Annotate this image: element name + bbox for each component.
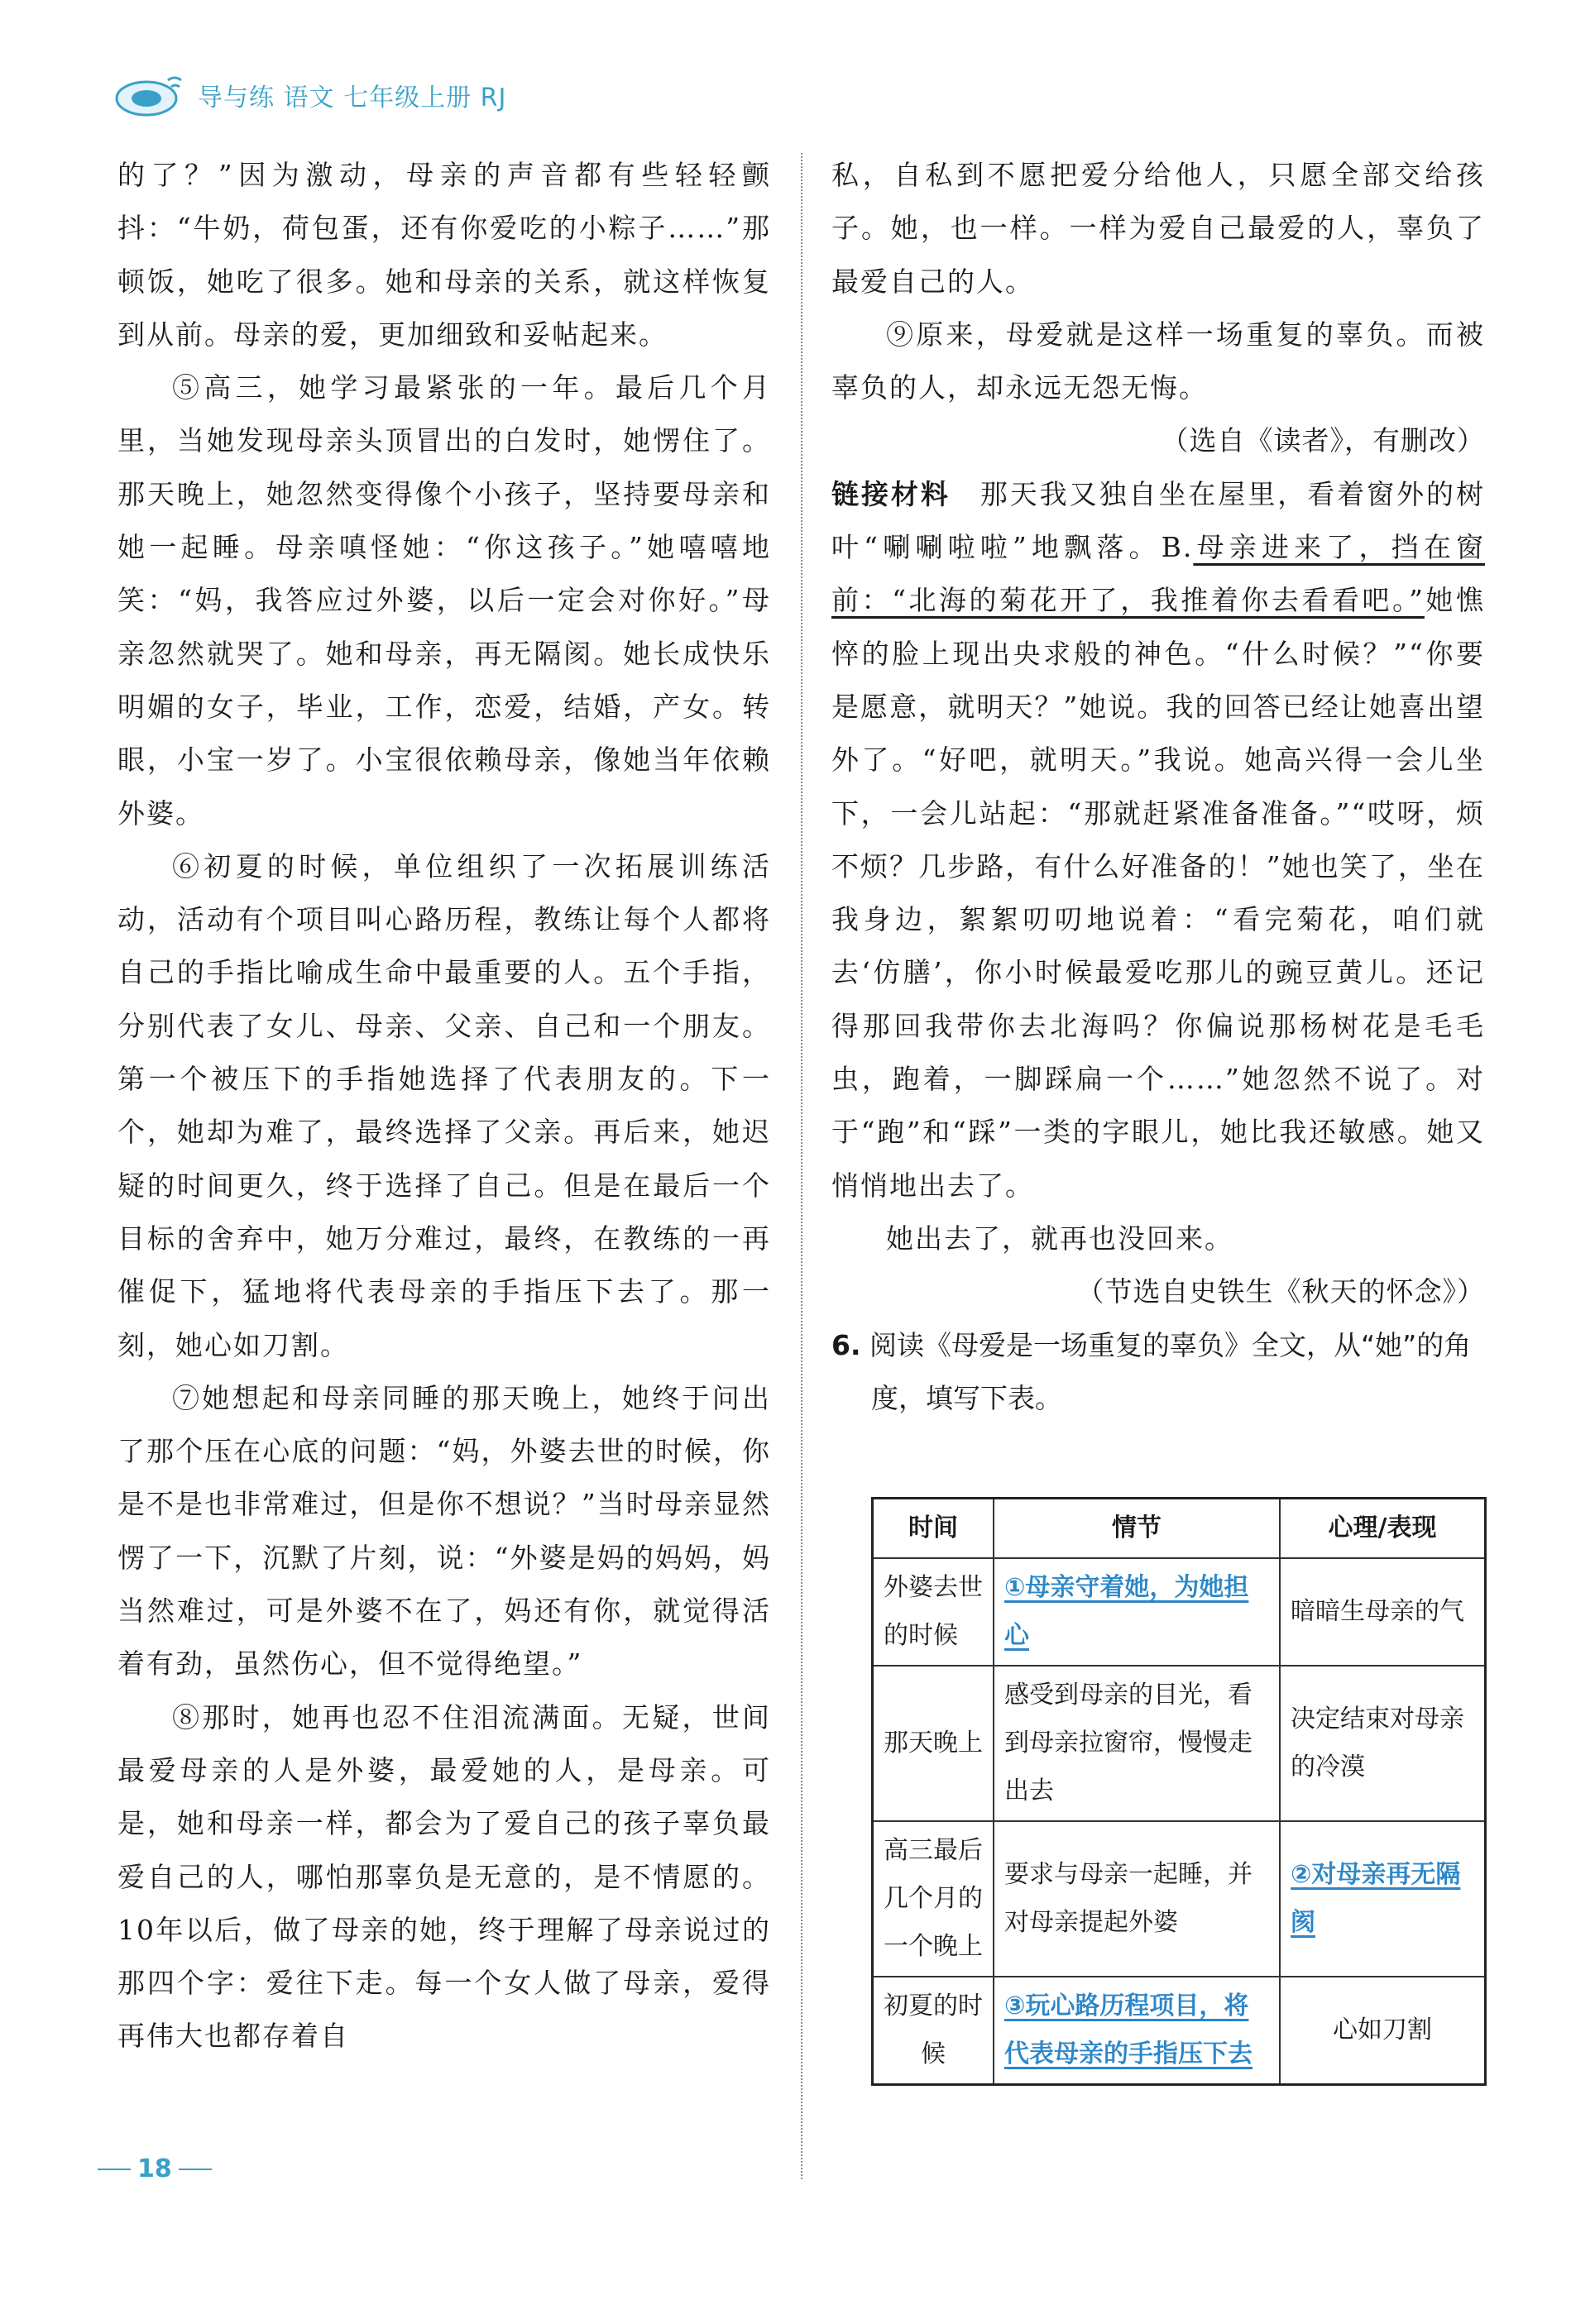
- question-text: 阅读《母爱是一场重复的辜负》全文，从“她”的角度，填写下表。: [869, 1328, 1472, 1414]
- header-title: 导与练 语文 七年级上册 RJ: [198, 84, 507, 112]
- link-material-text: 那天我又独自坐在屋里，看着窗外的树叶“唰唰啦啦”地飘落。B.: [831, 477, 1486, 564]
- left-column: [117, 149, 771, 2063]
- link-material: [831, 468, 1485, 1212]
- plot-cell: 感受到母亲的目光，看到母亲拉窗帘，慢慢走出去: [994, 1666, 1280, 1821]
- page-number-rule: [179, 2169, 212, 2170]
- plot-cell: [994, 1558, 1280, 1666]
- paragraph: 私，自私到不愿把爱分给他人，只愿全部交给孩子。她，也一样。一样为爱自己最爱的人，辜负了最爱自己的人。: [831, 159, 1485, 298]
- answer-text: ①母亲守着她，为她担心: [1004, 1573, 1249, 1650]
- paragraph: ⑧那时，她再也忍不住泪流满面。无疑，世间最爱母亲的人是外婆，最爱她的人，是母亲。可是，她和母亲一样，都会为了爱自己的孩子辜负最爱自己的人，哪怕那辜负是无意的，是不情愿的。10年以后，做了母亲的她，终于理解了母亲说过的那四个字：爱往下走。每一个女人做了母亲，爱得再伟大也都存着自: [117, 1700, 771, 2053]
- paragraph: ⑤高三，她学习最紧张的一年。最后几个月里，当她发现母亲头顶冒出的白发时，她愣住了。那天晚上，她忽然变得像个小孩子，坚持要母亲和她一起睡。母亲嗔怪她：“你这孩子。”她嘻嘻地笑：“妈，我答应过外婆，以后一定会对你好。”母亲忽然就哭了。她和母亲，再无隔阂。她长成快乐明媚的女子，毕业，工作，恋爱，结婚，产女。转眼，小宝一岁了。小宝很依赖母亲，像她当年依赖外婆。: [117, 371, 771, 830]
- right-column: [831, 149, 1485, 1425]
- mind-cell: 心如刀割: [1280, 1977, 1486, 2085]
- column-divider: [801, 153, 802, 2179]
- time-cell: 高三最后几个月的一个晚上: [873, 1821, 994, 1977]
- header-cell: 心理/表现: [1280, 1499, 1486, 1559]
- plot-cell: 要求与母亲一起睡，并对母亲提起外婆: [994, 1821, 1280, 1977]
- table-row: [873, 1558, 1486, 1666]
- link-material-label: 链接材料: [831, 477, 951, 510]
- time-cell: 那天晚上: [873, 1666, 994, 1821]
- header-cell: 情节: [994, 1499, 1280, 1559]
- page-number-text: 18: [137, 2154, 172, 2183]
- table-row: [873, 1977, 1486, 2085]
- answer-table: [871, 1497, 1487, 2086]
- header-cell: 时间: [873, 1499, 994, 1559]
- paragraph: ⑥初夏的时候，单位组织了一次拓展训练活动，活动有个项目叫心路历程，教练让每个人都将自己的手指比喻成生命中最重要的人。五个手指，分别代表了女儿、母亲、父亲、自己和一个朋友。第一个被压下的手指她选择了代表朋友的。下一个，她却为难了，最终选择了父亲。再后来，她迟疑的时间更久，终于选择了自己。但是在最后一个目标的舍弃中，她万分难过，最终，在教练的一再催促下，猛地将代表母亲的手指压下去了。那一刻，她心如刀割。: [117, 849, 771, 1361]
- link-material-text: 她憔悴的脸上现出央求般的神色。“什么时候？”“你要是愿意，就明天？”她说。我的回答已经让她喜出望外了。“好吧，就明天。”我说。她高兴得一会儿坐下，一会儿站起：“那就赶紧准备准备。”“哎呀，烦不烦？几步路，有什么好准备的！”她也笑了，坐在我身边，絮絮叨叨地说着：“看完菊花，咱们就去‘仿膳’，你小时候最爱吃那儿的豌豆黄儿。还记得那回我带你去北海吗？你偏说那杨树花是毛毛虫，跑着，一脚踩扁一个……”她忽然不说了。对于“跑”和“踩”一类的字眼儿，她比我还敏感。她又悄悄地出去了。: [831, 584, 1486, 1202]
- plot-cell: [994, 1977, 1280, 2085]
- time-cell: 初夏的时候: [873, 1977, 994, 2085]
- time-cell: 外婆去世的时候: [873, 1558, 994, 1666]
- table-header-row: [873, 1499, 1486, 1559]
- page-header: [112, 70, 506, 120]
- answer-text: ②对母亲再无隔阂: [1291, 1860, 1461, 1937]
- paragraph: 的了？”因为激动，母亲的声音都有些轻轻颤抖：“牛奶，荷包蛋，还有你爱吃的小粽子……”那顿饭，她吃了很多。她和母亲的关系，就这样恢复到从前。母亲的爱，更加细致和妥帖起来。: [117, 159, 771, 351]
- question-number: 6.: [831, 1328, 861, 1361]
- page-number: [91, 2154, 218, 2183]
- page-number-rule: [98, 2169, 131, 2170]
- mind-cell: [1280, 1821, 1486, 1977]
- paragraph: ⑦她想起和母亲同睡的那天晚上，她终于问出了那个压在心底的问题：“妈，外婆去世的时候，你是不是也非常难过，但是你不想说？”当时母亲显然愣了一下，沉默了片刻，说：“外婆是妈的妈妈，妈当然难过，可是外婆不在了，妈还有你，就觉得活着有劲，虽然伤心，但不觉得绝望。”: [117, 1381, 771, 1681]
- table-row: [873, 1821, 1486, 1977]
- table-row: [873, 1666, 1486, 1821]
- answer-text: ③玩心路历程项目，将代表母亲的手指压下去: [1004, 1992, 1253, 2068]
- book-logo-icon: [112, 70, 186, 120]
- source-citation: （节选自史铁生《秋天的怀念》）: [1076, 1275, 1485, 1308]
- question-6: [831, 1319, 1485, 1425]
- mind-cell: 决定结束对母亲的冷漠: [1280, 1666, 1486, 1821]
- mind-cell: 暗暗生母亲的气: [1280, 1558, 1486, 1666]
- paragraph: ⑨原来，母爱就是这样一场重复的辜负。而被辜负的人，却永远无怨无悔。: [831, 318, 1485, 404]
- underlined-sentence: 母亲进来了，挡在窗前：“北海的菊花开了，我推着你去看看吧。”: [831, 531, 1486, 617]
- source-citation: （选自《读者》，有删改）: [1161, 424, 1485, 457]
- closing-line: 她出去了，就再也没回来。: [886, 1222, 1233, 1255]
